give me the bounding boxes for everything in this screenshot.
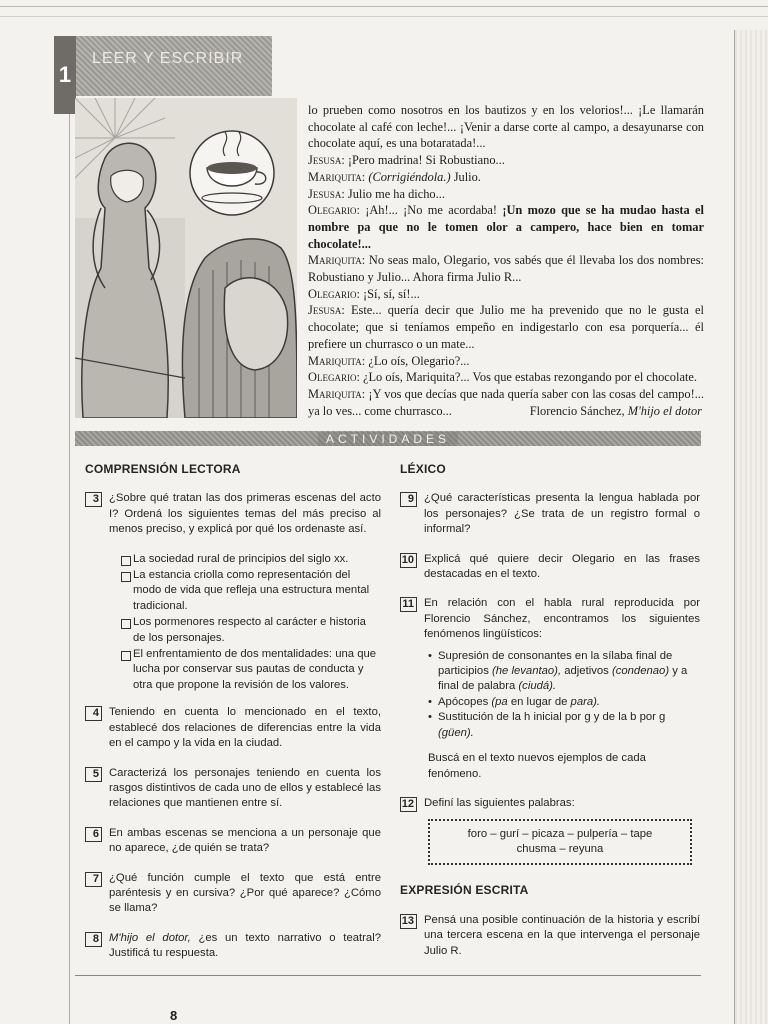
right-column [400,462,700,973]
question-number: 12 [400,797,417,812]
question-number: 7 [85,872,102,887]
vocabulary-box [428,819,692,865]
play-line-text: ¿Lo oís, Mariquita?... Vos que estabas rezongando por el chocolate. [359,370,697,385]
question-text: Explicá qué quiere decir Olegario en las frases destacadas en el texto. [424,552,700,581]
play-line-text: lo prueben como nosotros en los bautizos y en los velorios!... ¡Le llamarán chocolate al café con leche!... ¡Venir a darse corte al campo, a desayunarse con chocolate aquí, es una botaratada!... [308,103,704,151]
speaker-name: Jesusa: [308,186,345,201]
play-line-text: ¡Y vos que decías que nada quería saber con las cosas del campo!... ya lo ves... come churrasco... [308,386,704,418]
page-number: 8 [170,1008,178,1023]
speaker-name: Olegario: [308,286,360,301]
play-line [308,369,704,386]
play-line-text: Este... quería decir que Julio me ha prevenido que no le gusta el chocolate; que si teníamos empeño en indigestarlo con esa porquería... él prefiere un churrasco o un mate... [308,303,704,351]
play-line-text: ¡Pero madrina! Si Robustiano... [344,153,505,168]
work-title: M'hijo el dotor, [109,931,191,944]
question-number: 3 [85,492,102,507]
play-line-text: ¡Ah!... ¡No me acordaba! [359,203,503,218]
example-text: (pa [491,695,508,708]
unit-number-badge: 1 [54,36,76,114]
book-spine-edge [734,30,768,1024]
left-column [85,462,381,976]
question-item [400,491,700,537]
speaker-name: Mariquita: [308,253,366,268]
example-text: (condenao) [611,665,670,678]
question-item [85,766,381,812]
play-line [308,302,704,352]
speaker-name: Mariquita: [308,386,366,401]
play-excerpt [308,102,704,419]
play-line-text: ¿Lo oís, Olegario?... [365,353,470,368]
question-text: Caracterizá los personajes teniendo en cuenta los rasgos distintivos de cada uno de ellos y establecé las relaciones que mantienen entre sí. [109,766,381,810]
list-item-text: Supresión de consonantes en la sílaba final de participios [438,649,673,678]
question-text: Pensá una posible continuación de la historia y escribí una tercera escena en la que intervenga el personaje Julio R. [424,913,700,957]
list-item-text: Apócopes [438,695,492,708]
list-item-text: Sustitución de la h inicial por g y de la b por g [438,711,666,724]
checkbox-option[interactable]: El enfrentamiento de dos mentalidades: una que lucha por conservar sus pautas de conducta y otra que propone la revisión de los valores. [121,647,381,693]
question-item [400,796,700,811]
question-text-body: ¿es un texto narrativo o teatral? Justificá tu respuesta. [109,931,381,960]
play-line [308,102,704,152]
list-item-text: adjetivos [561,665,612,678]
speaker-name: Mariquita: [308,169,366,184]
checkbox-option[interactable]: La estancia criolla como representación del modo de vida que refleja una estructura mental tradicional. [121,568,381,614]
question-item [400,913,700,959]
question-number: 13 [400,914,417,929]
question-text: Definí las siguientes palabras: [424,796,575,809]
example-text: para). [570,695,601,708]
question-number: 4 [85,706,102,721]
top-rule [0,6,768,7]
list-item [428,649,700,695]
illustration [75,98,297,418]
question-text [109,931,381,962]
vocabulary-line: chusma – reyuna [516,843,604,856]
checkbox-option[interactable]: Los pormenores respecto al carácter e historia de los personajes. [121,615,381,646]
question-text: Teniendo en cuenta lo mencionado en el texto, establecé dos relaciones de diferencias entre la vida en el campo y la vida en la ciudad. [109,706,381,750]
question-text: En relación con el habla rural reproducida por Florencio Sánchez, encontramos los siguientes fenómenos lingüísticos: [424,597,700,641]
question-item [85,705,381,751]
top-rule-secondary [0,16,768,17]
play-line [308,152,704,169]
section-heading: EXPRESIÓN ESCRITA [400,883,529,898]
list-item-text: y a final de palabra [438,665,688,693]
vocabulary-line: foro – gurí – picaza – pulpería – tape [467,828,653,841]
question-number: 8 [85,932,102,947]
play-line-text: Julio me ha dicho... [344,186,445,201]
activities-label: ACTIVIDADES [318,432,458,446]
example-text: (ciudá). [518,680,557,693]
left-margin-strip [8,36,70,1024]
checkbox-option[interactable]: La sociedad rural de principios del siglo xx. [121,552,381,567]
play-line [308,169,704,186]
question-number: 10 [400,553,417,568]
play-line [308,286,704,303]
section-title: LEER Y ESCRIBIR [92,50,244,67]
play-line [308,202,704,252]
activities-band [75,431,701,446]
question-text: En ambas escenas se menciona a un personaje que no aparece, ¿de quién se trata? [109,826,381,855]
section-heading: COMPRENSIÓN LECTORA [85,462,241,476]
play-line [308,186,704,203]
speaker-name: Olegario: [308,370,360,385]
list-item [428,695,700,710]
section-heading: LÉXICO [400,462,446,476]
bottom-rule [75,975,701,976]
question-number: 5 [85,767,102,782]
question-text: ¿Sobre qué tratan las dos primeras escenas del acto I? Ordená los siguientes temas del más preciso al menos preciso, y explicá por qué los ordenaste así. [109,492,381,536]
question-text: ¿Qué función cumple el texto que está entre paréntesis y en cursiva? ¿Por qué aparece? ¿Cómo se llama? [109,871,381,915]
question-number: 6 [85,827,102,842]
play-line [308,252,704,285]
instruction-text: Buscá en el texto nuevos ejemplos de cada fenómeno. [428,752,646,780]
list-item-text: en lugar de [507,695,571,708]
question-item [85,871,381,917]
author-name: Florencio Sánchez, [529,404,628,418]
question-item [85,931,381,962]
question-item [85,826,381,857]
question-number: 9 [400,492,417,507]
example-text: (he levantao), [492,665,562,678]
byline [530,404,702,419]
play-line-text: No seas malo, Olegario, vos sabés que él llevaba los dos nombres: Robustiano y Julio... Ahora firma Julio R... [308,253,704,285]
speaker-name: Jesusa: [308,303,345,318]
speaker-name: Olegario: [308,203,360,218]
play-line-text: ¡Sí, sí, sí!... [359,286,420,301]
play-line [308,353,704,370]
topic-checklist [121,552,381,694]
question-item [400,552,700,583]
work-title: M'hijo el dotor [627,404,702,418]
question-text: ¿Qué características presenta la lengua hablada por los personajes? ¿Se trata de un registro formal o informal? [424,492,700,536]
phenomena-list [428,649,700,741]
speaker-name: Jesusa: [308,153,345,168]
two-figures-with-chocolate-cup-icon [75,98,297,418]
question-item [85,491,381,537]
example-text: (güen). [438,726,474,739]
question-item [400,596,700,642]
speaker-name: Mariquita: [308,353,366,368]
list-item [428,710,700,741]
play-line-text: Julio. [450,169,481,184]
stage-direction: (Corrigiéndola.) [365,169,451,184]
question-number: 11 [400,597,417,612]
highlighted-phrase: ¡Un mozo que se ha mudao hasta el nombre pa que no le tomen olor a campero, hace bien en tomar chocolate!... [308,203,705,251]
